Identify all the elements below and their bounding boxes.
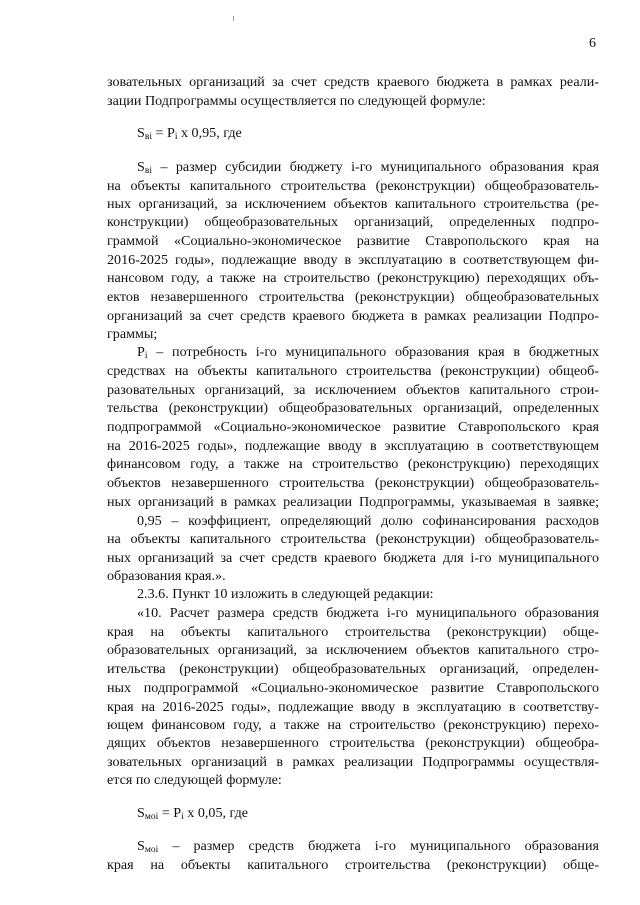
text-line: зовательных организаций в рамках реализации Подпрограммы осуществля- [107,753,599,770]
text-line: ительства (реконструкции) общеобразовательных организаций, определен- [107,661,599,678]
text-line: дящих объектов незавершенного строительства (реконструкции) общеобра- [107,735,599,752]
text-line: на объекты капитального строительства (реконструкции) общеобразователь- [107,177,599,194]
text-line: конструкции) общеобразовательных организаций, определенных подпро- [107,214,599,231]
text-line: $S_{мoi}$ – размер средств бюджета i-го муниципального образования [137,837,599,855]
text-line: организаций за счет средств краевого бюджета в рамках реализации Подпро- [107,307,599,324]
text-line: средствах на объекты капитального строительства (реконструкции) общеоб- [107,362,599,379]
text-line: «10. Расчет размера средств бюджета i-го муниципального образования [137,605,599,622]
text-line: ных организаций, за исключением объектов капитального строительства (ре- [107,196,599,213]
text-line: края на объекты капитального строительства (реконструкции) обще- [107,856,599,873]
text-line: края на объекты капитального строительства (реконструкции) обще- [107,623,599,640]
text-line: финансовом году, а также на строительство (реконструкцию) переходящих [107,456,599,473]
text-line: ектов незавершенного строительства (реконструкции) общеобразовательных [107,289,599,306]
text-line: 2016-2025 годы», подлежащие вводу в эксплуатацию в соответствующем фи- [107,251,599,268]
page-number: 6 [589,36,596,51]
text-line: ющем финансовом году, а также на строительство (реконструкцию) перехо- [107,717,599,734]
text-line: зовательных организаций за счет средств краевого бюджета в рамках реали- [107,74,599,90]
text-line: ных организаций за счет средств краевого бюджета для i-го муниципального [107,549,599,566]
text-line: 0,95 – коэффициент, определяющий долю софинансирования расходов [137,512,599,529]
text-line: тельства (реконструкции) общеобразовательных организаций, определенных [107,400,599,417]
text-line: граммой «Социально-экономическое развитие Ставропольского края на [107,232,599,249]
scan-artifact [233,16,234,21]
formula: $S_{мoi} = P_i$ x 0,05, где [137,805,249,823]
text-line: 2.3.6. Пункт 10 изложить в следующей редакции: [137,586,434,603]
text-line: края на 2016-2025 годы», подлежащие вводу в эксплуатацию в соответству- [107,698,599,715]
text-line: образования края.». [107,567,226,584]
text-line: ется по следующей формуле: [107,772,282,789]
text-line: объектов незавершенного строительства (реконструкции) общеобразователь- [107,475,599,492]
text-line: образовательных организаций, за исключением объектов капитального стро- [107,642,599,659]
text-line: подпрограммой «Социально-экономическое развитие Ставропольского края [107,419,599,435]
text-line: зации Подпрограммы осуществляется по следующей формуле: [107,92,486,109]
text-line: на 2016-2025 годы», подлежащие вводу в эксплуатацию в соответствующем [107,437,599,454]
formula: $S_{вi} = P_i$ x 0,95, где [137,125,242,143]
text-line: ных подпрограммой «Социально-экономическое развитие Ставропольского [107,679,599,696]
text-line: ных организаций в рамках реализации Подпрограммы, указываемая в заявке; [107,493,599,510]
text-line: $S_{вi}$ – размер субсидии бюджету i-го муниципального образования края [137,159,599,177]
text-line: граммы; [107,326,158,343]
text-line: нансовом году, а также на строительство (реконструкцию) переходящих объ- [107,270,599,287]
text-line: на объекты капитального строительства (реконструкции) общеобразователь- [107,531,599,548]
text-line: разовательных организаций, за исключением объектов капитального строи- [107,381,599,398]
text-line: $P_i$ – потребность i-го муниципального образования края в бюджетных [137,344,599,362]
